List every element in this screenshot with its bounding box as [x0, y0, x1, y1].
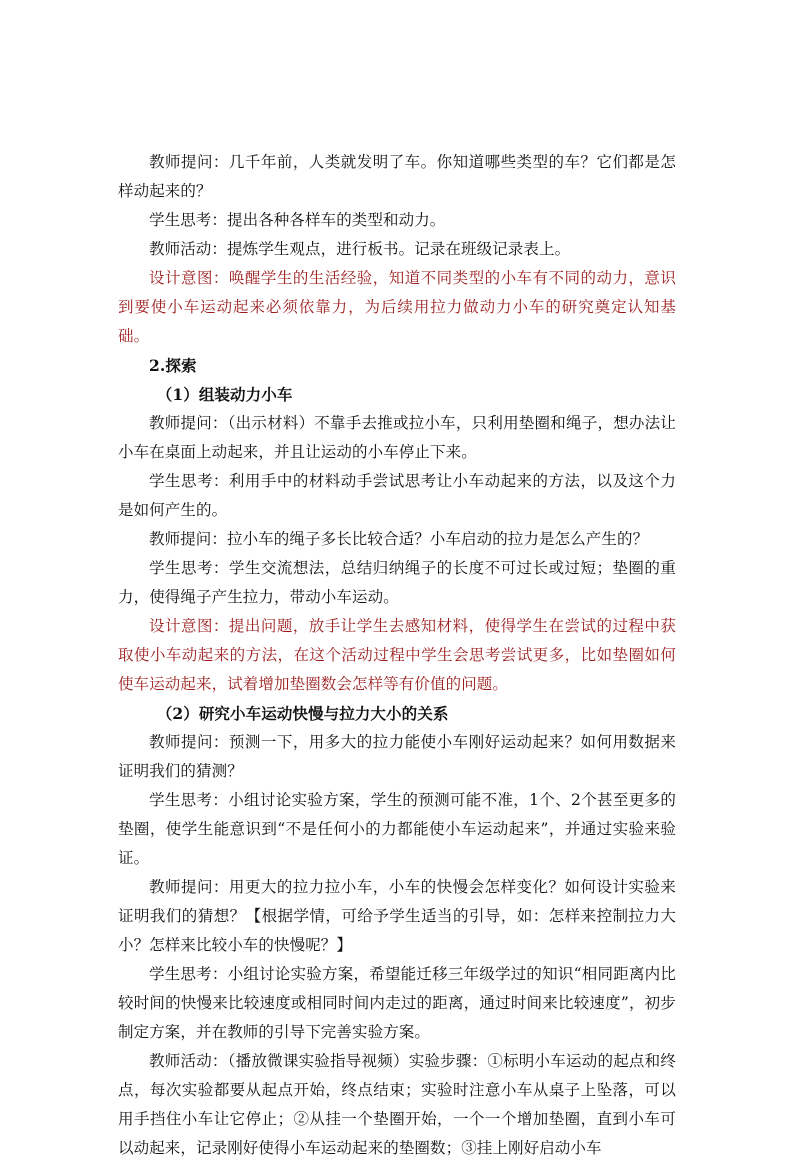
- paragraph-design-intent-2: 设计意图：提出问题，放手让学生去感知材料，使得学生在尝试的过程中获取使小车动起来的方法，在这个活动过程中学生会思考尝试更多，比如垫圈如何使车运动起来，试着增加垫圈数会怎样等有价值的问题。: [118, 617, 676, 693]
- paragraph-teacher-question-3: 教师提问：拉小车的绳子多长比较合适？小车启动的拉力是怎么产生的？: [149, 530, 649, 548]
- paragraph-teacher-activity-1: 教师活动：提炼学生观点，进行板书。记录在班级记录表上。: [149, 240, 571, 258]
- paragraph-student-thinking-2: 学生思考：利用手中的材料动手尝试思考让小车动起来的方法，以及这个力是如何产生的。: [118, 472, 676, 519]
- subsection-heading-speed-force: （2）研究小车运动快慢与拉力大小的关系: [156, 704, 449, 723]
- paragraph-student-thinking-4: 学生思考：小组讨论实验方案，学生的预测可能不准，1个、2个甚至更多的垫圈，使学生能意识到“不是任何小的力都能使小车运动起来”，并通过实验来验证。: [118, 791, 676, 867]
- paragraph-teacher-question-2: 教师提问：（出示材料）不靠手去推或拉小车，只利用垫圈和绳子，想办法让小车在桌面上动起来，并且让运动的小车停止下来。: [118, 414, 676, 461]
- subsection-heading-assemble-car: （1）组装动力小车: [156, 385, 293, 404]
- paragraph-teacher-question-5: 教师提问：用更大的拉力拉小车，小车的快慢会怎样变化？如何设计实验来证明我们的猜想？【根据学情，可给予学生适当的引导，如：怎样来控制拉力大小？怎样来比较小车的快慢呢？】: [118, 878, 676, 954]
- paragraph-student-thinking-5: 学生思考：小组讨论实验方案，希望能迁移三年级学过的知识“相同距离内比较时间的快慢来比较速度或相同时间内走过的距离，通过时间来比较速度”，初步制定方案，并在教师的引导下完善实验方案。: [118, 965, 676, 1041]
- paragraph-teacher-question-1: 教师提问：几千年前，人类就发明了车。你知道哪些类型的车？它们都是怎样动起来的？: [118, 153, 676, 200]
- paragraph-teacher-question-4: 教师提问：预测一下，用多大的拉力能使小车刚好运动起来？如何用数据来证明我们的猜测？: [118, 733, 676, 780]
- paragraph-teacher-activity-2: 教师活动：（播放微课实验指导视频）实验步骤：①标明小车运动的起点和终点，每次实验都要从起点开始，终点结束；实验时注意小车从桌子上坠落，可以用手挡住小车让它停止；②从挂一个垫圈开始，一个一个增加垫圈，直到小车可以动起来，记录刚好使得小车运动起来的垫圈数；③挂上刚好启动小车: [118, 1052, 676, 1157]
- paragraph-student-thinking-3: 学生思考：学生交流想法，总结归纳绳子的长度不可过长或过短；垫圈的重力，使得绳子产生拉力，带动小车运动。: [118, 559, 676, 606]
- paragraph-design-intent-1: 设计意图：唤醒学生的生活经验，知道不同类型的小车有不同的动力，意识到要使小车运动起来必须依靠力，为后续用拉力做动力小车的研究奠定认知基础。: [118, 269, 676, 345]
- section-heading-explore: 2.探索: [149, 356, 197, 375]
- paragraph-student-thinking-1: 学生思考：提出各种各样车的类型和动力。: [149, 211, 446, 229]
